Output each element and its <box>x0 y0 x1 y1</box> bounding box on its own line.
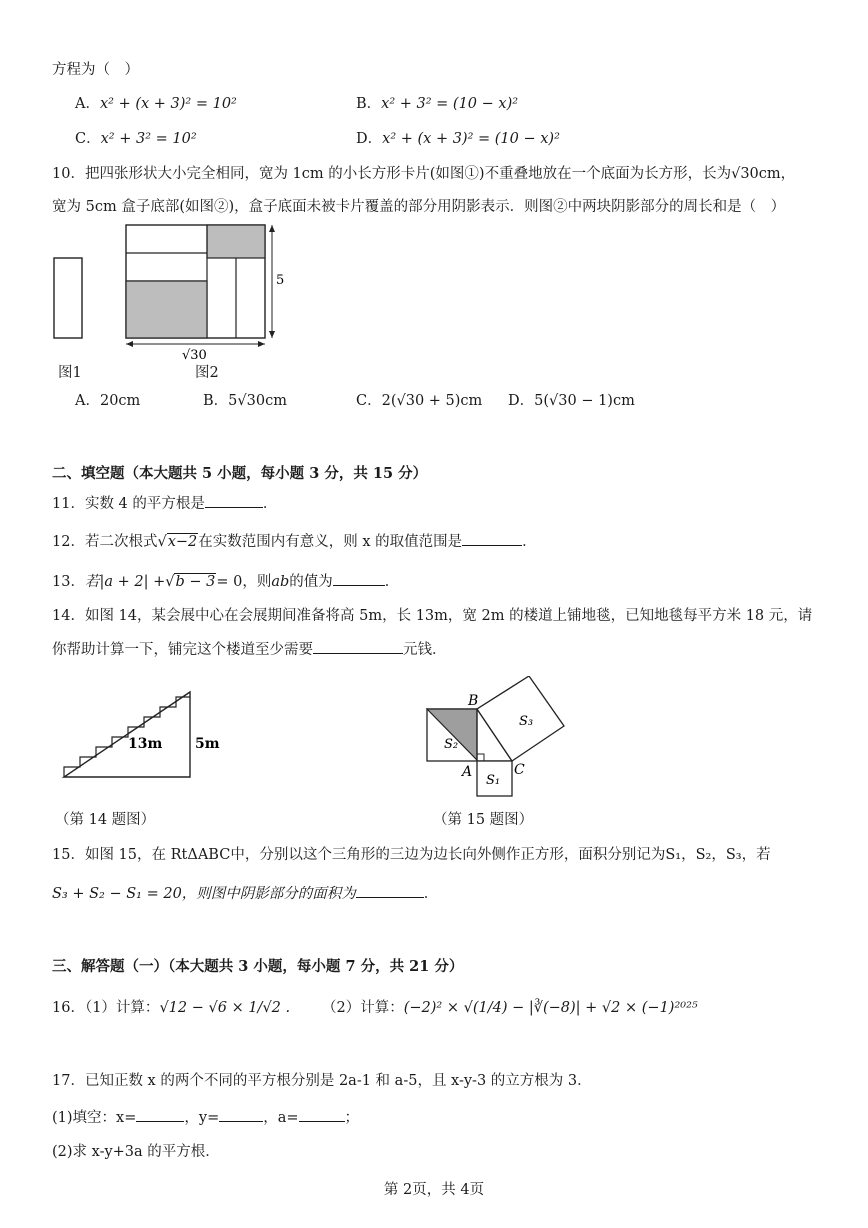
stair-height-label: 5m <box>195 736 220 752</box>
section3-title: 三、解答题（一）（本大题共 3 小题，每小题 7 分，共 21 分） <box>52 958 464 975</box>
page-footer: 第 2页，共 4页 <box>383 1182 485 1198</box>
label-C: C <box>514 762 525 778</box>
label-A: A <box>462 764 473 780</box>
q13: 13．若|a + 2| +√b − 3= 0，则ab的值为 ． <box>52 574 400 590</box>
q12: 12．若二次根式√x−2在实数范围内有意义，则 x 的取值范围是 ． <box>52 534 537 550</box>
q15-line2: S₃ + S₂ − S₁ = 20，则图中阴影部分的面积为 ． <box>52 886 439 902</box>
q17-text: 17．已知正数 x 的两个不同的平方根分别是 2a-1 和 a-5，且 x-y-3 的立方根为 3． <box>52 1073 592 1089</box>
label-B: B <box>468 693 479 709</box>
q9-option-d: D．x² + (x + 3)² = (10 − x)² <box>356 131 560 147</box>
label-S2: S₂ <box>444 737 459 752</box>
q9-option-a: A．x² + (x + 3)² = 10² <box>75 96 237 112</box>
q14-line1: 14．如图 14，某会展中心在会展期间准备将高 5m，长 13m，宽 2m 的楼道上铺地毯，已知地毯每平方米 18 元，请 <box>52 608 813 624</box>
dim-width-label: √30 <box>182 348 207 363</box>
shade-bottom-left <box>126 281 207 338</box>
q14-figure <box>60 688 230 783</box>
q10-option-b: B．5√30cm <box>203 393 287 409</box>
fig1-card <box>54 258 82 338</box>
stair-triangle <box>64 692 190 777</box>
q14-caption: （第 14 题图） <box>55 812 156 828</box>
fig2-label: 图2 <box>195 365 219 381</box>
q16-part1: 16．（1）计算：√12 − √6 × 1/√2 . <box>52 1000 291 1016</box>
q14-line2: 你帮助计算一下，铺完这个楼道至少需要 元钱． <box>52 642 447 658</box>
q15-figure <box>420 676 570 801</box>
q10-option-d: D．5(√30 − 1)cm <box>508 393 635 409</box>
fig1-label: 图1 <box>58 365 82 381</box>
q16-part2: （2）计算：(−2)² × √(1/4) − |∛(−8)| + √2 × (−1)²⁰²⁵ <box>322 1000 698 1016</box>
q10-option-a: A．20cm <box>75 393 141 409</box>
q17-sub2: (2)求 x-y+3a 的平方根． <box>52 1144 220 1160</box>
q9-option-b: B．x² + 3² = (10 − x)² <box>356 96 519 112</box>
section2-title: 二、填空题（本大题共 5 小题，每小题 3 分，共 15 分） <box>52 465 428 482</box>
dim-height-label: 5 <box>276 273 285 288</box>
q10-option-c: C．2(√30 + 5)cm <box>356 393 483 409</box>
label-S3: S₃ <box>519 714 534 729</box>
q10-figure <box>50 220 310 368</box>
q15-line1: 15．如图 15，在 RtΔABC中，分别以这个三角形的三边为边长向外侧作正方形，面积分别记为S₁，S₂，S₃，若 <box>52 847 771 863</box>
q9-stem-tail: 方程为（ ） <box>52 62 139 78</box>
q10-line1: 10．把四张形状大小完全相同，宽为 1cm 的小长方形卡片(如图①)不重叠地放在一个底面为长方形，长为√30cm， <box>52 166 796 182</box>
q17-sub1: (1)填空：x= ，y= ，a= ； <box>52 1110 360 1126</box>
q11: 11．实数 4 的平方根是 ． <box>52 496 278 512</box>
q15-caption: （第 15 题图） <box>433 812 534 828</box>
label-S1: S₁ <box>486 773 501 788</box>
q9-option-c: C．x² + 3² = 10² <box>75 131 197 147</box>
q10-line2: 宽为 5cm 盒子底部(如图②)，盒子底面未被卡片覆盖的部分用阴影表示．则图②中两块阴影部分的周长和是（ ） <box>52 199 786 215</box>
shade-top-right <box>207 225 265 258</box>
stair-length-label: 13m <box>128 736 163 752</box>
